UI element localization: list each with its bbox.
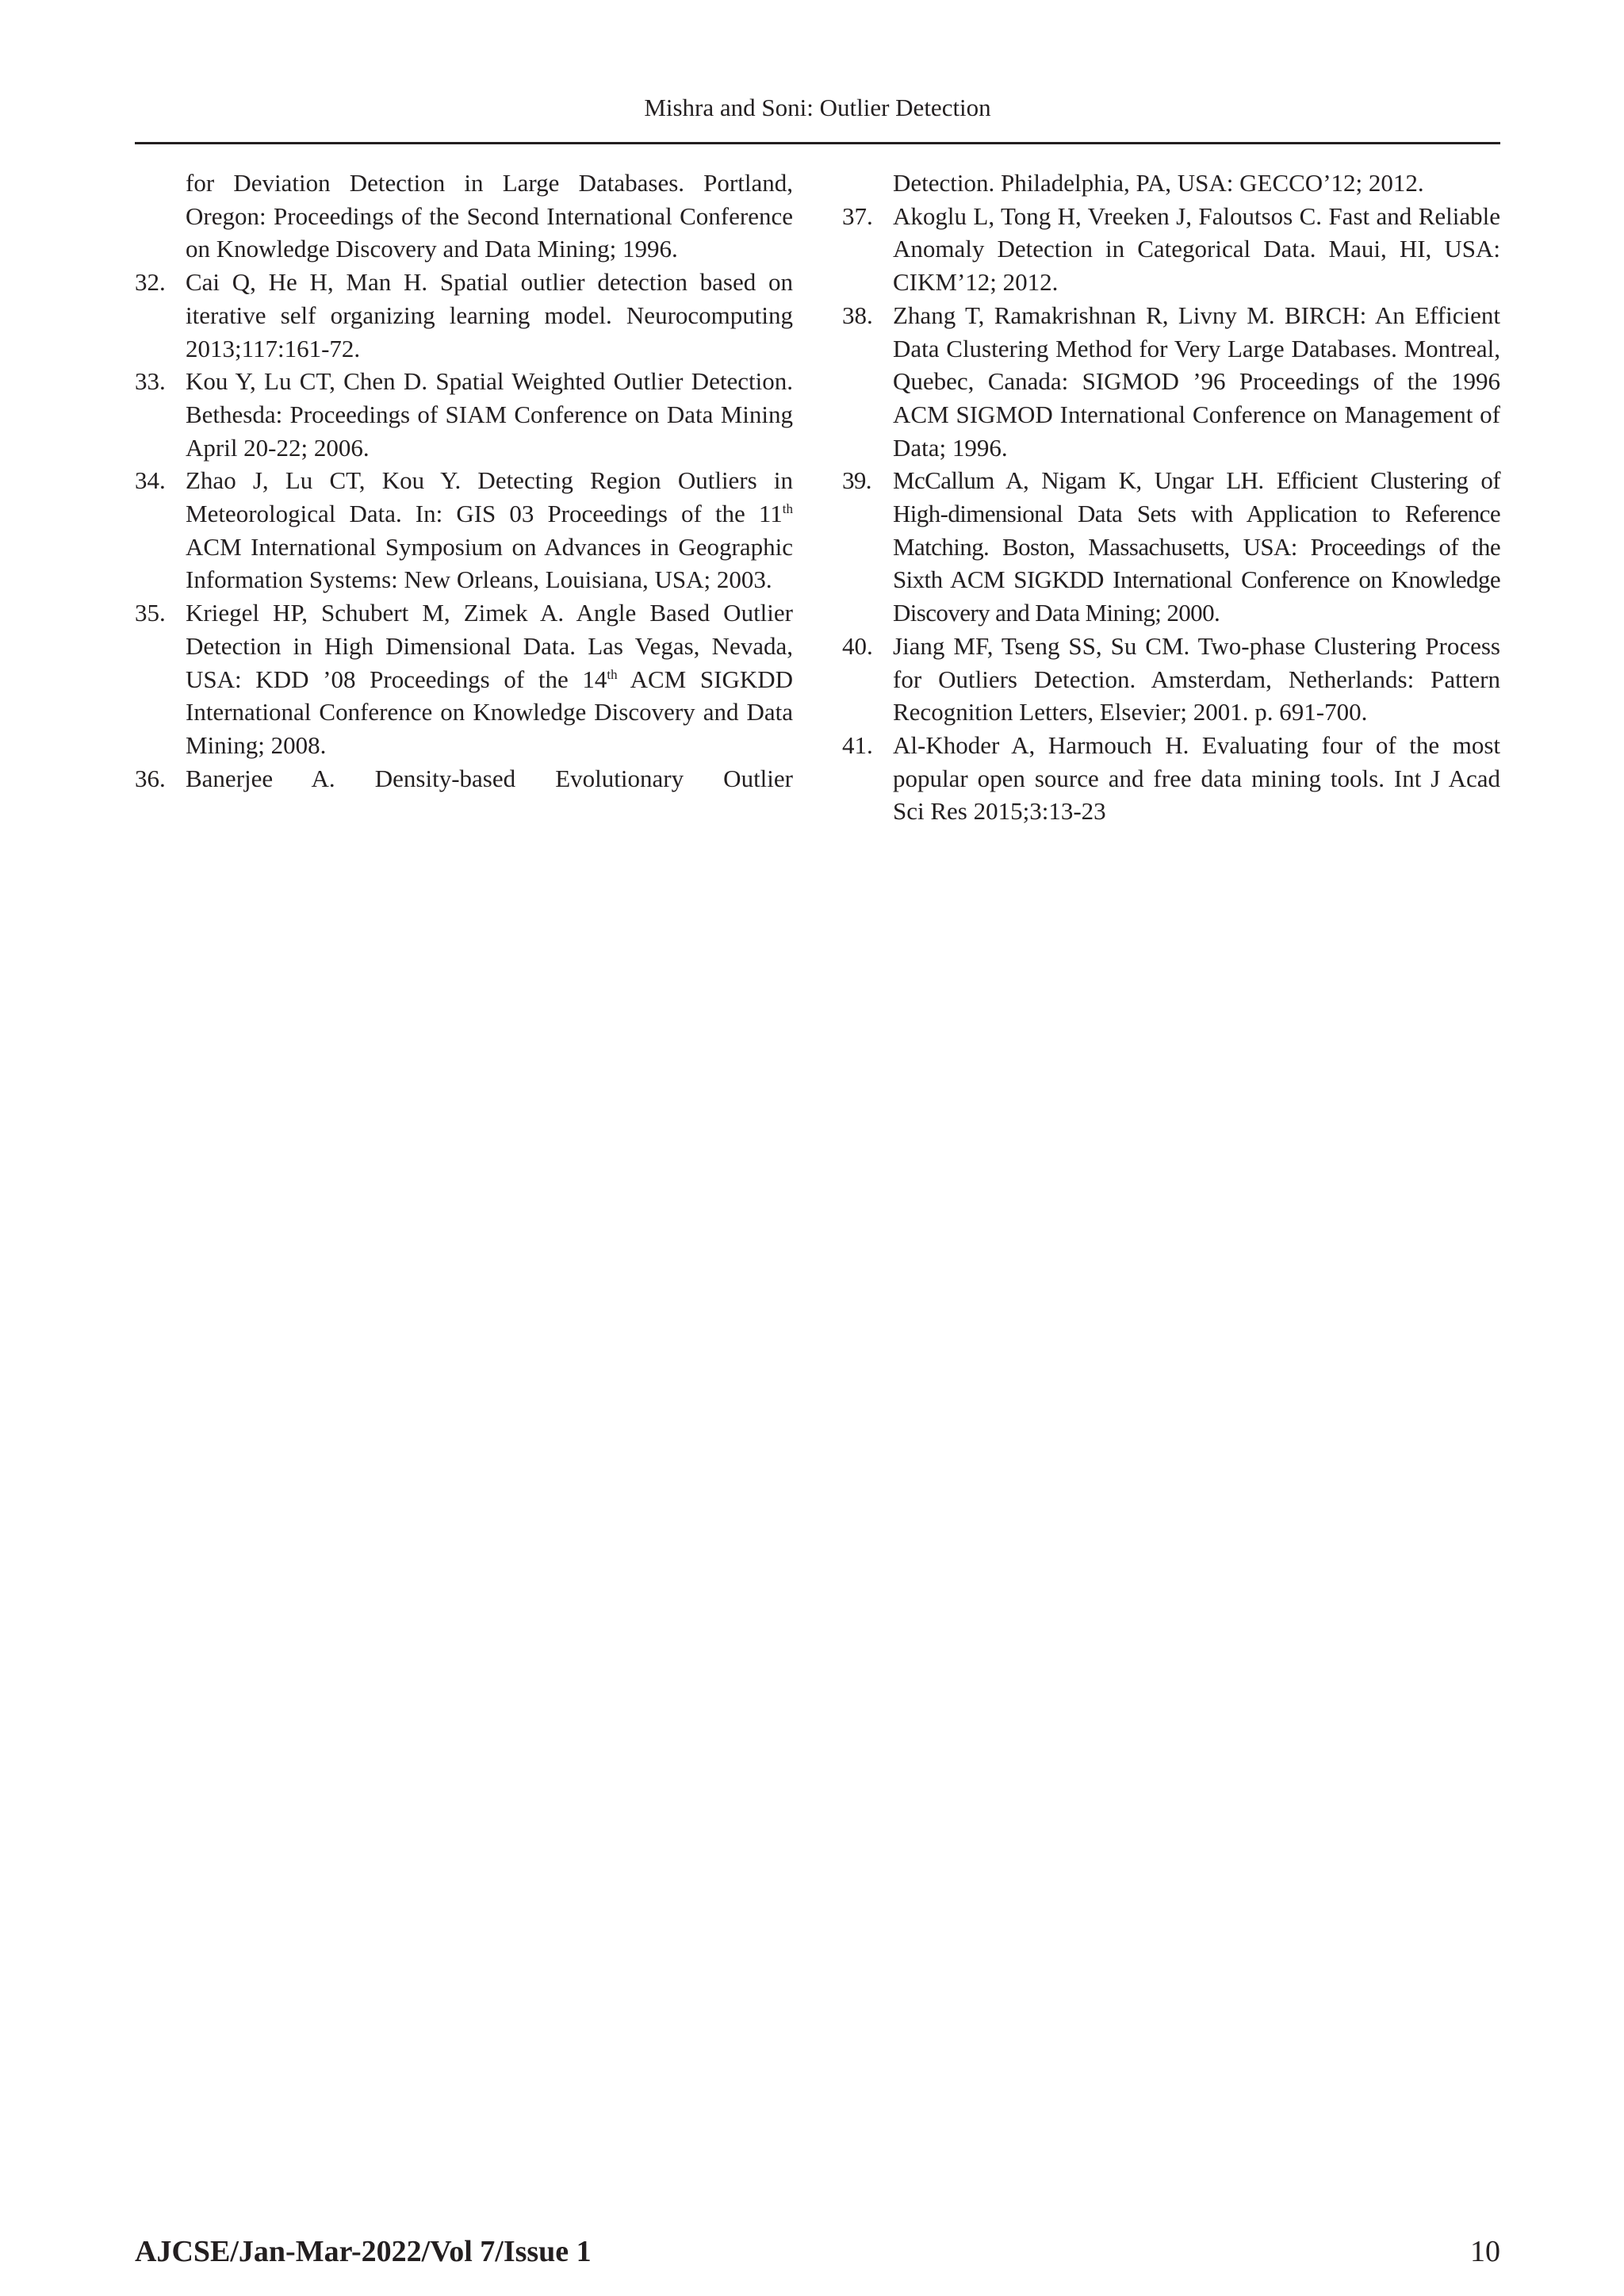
reference-number: 32. (135, 268, 166, 297)
reference-text: Cai Q, He H, Man H. Spatial outlier detection based on iterative self organizing learning model. Neurocomputing 2013;117:161-72. (186, 268, 793, 362)
reference-text: Banerjee A. Density-based Evolutionary Outlier (186, 764, 793, 792)
reference-item (135, 167, 793, 266)
right-column (842, 167, 1500, 828)
running-title: Mishra and Soni: Outlier Detection (644, 94, 991, 121)
reference-number: 35. (135, 599, 166, 627)
reference-number: 34. (135, 466, 166, 495)
reference-item (135, 596, 793, 762)
reference-text: Jiang MF, Tseng SS, Su CM. Two-phase Clustering Process for Outliers Detection. Amsterdam, Netherlands: Pattern Recognition Letters, Elsevier; 2001. p. 691-700. (893, 631, 1500, 726)
reference-list-right (842, 167, 1500, 828)
reference-number: 36. (135, 764, 166, 792)
reference-text: Zhao J, Lu CT, Kou Y. Detecting Region Outliers in Meteorological Data. In: GIS 03 Proceedings of the 11 (186, 466, 793, 528)
reference-text: McCallum A, Nigam K, Ungar LH. Efficient Clustering of High-dimensional Data Sets with Application to Reference Matching. Boston, Massachusetts, USA: Proceedings of the Sixth ACM SIGKDD International Conference on Knowledge Discovery and Data Mining; 2000. (893, 466, 1500, 627)
reference-text: Akoglu L, Tong H, Vreeken J, Faloutsos C. Fast and Reliable Anomaly Detection in Categorical Data. Maui, HI, USA: CIKM’12; 2012. (893, 201, 1500, 297)
reference-text: Detection. Philadelphia, PA, USA: GECCO’12; 2012. (893, 169, 1424, 197)
reference-item (842, 729, 1500, 828)
superscript: th (607, 666, 618, 682)
reference-list-left (135, 167, 793, 795)
reference-number: 39. (842, 466, 871, 495)
reference-item (842, 200, 1500, 299)
superscript: th (782, 501, 793, 517)
reference-text: for Deviation Detection in Large Databases. Portland, Oregon: Proceedings of the Second International Conference on Knowledge Discovery and Data Mining; 1996. (186, 169, 793, 263)
reference-item (135, 365, 793, 464)
reference-item (135, 762, 793, 795)
page-number: 10 (1470, 2235, 1500, 2268)
reference-number: 40. (842, 631, 873, 660)
reference-text: ACM International Symposium on Advances in Geographic Information Systems: New Orleans, Louisiana, USA; 2003. (186, 532, 793, 594)
left-column (135, 167, 793, 795)
reference-item (842, 167, 1500, 200)
reference-text: Zhang T, Ramakrishnan R, Livny M. BIRCH: An Efficient Data Clustering Method for Very Large Databases. Montreal, Quebec, Canada: SIGMOD ’96 Proceedings of the 1996 ACM SIGMOD International Conference on Management of Data; 1996. (893, 301, 1500, 462)
reference-text: Kriegel HP, Schubert M, Zimek A. Angle Based Outlier Detection in High Dimensional Data. Las Vegas, Nevada, USA: KDD ’08 Proceedings of the 14 (186, 599, 793, 693)
reference-text: Al-Khoder A, Harmouch H. Evaluating four of the most popular open source and free data mining tools. Int J Acad Sci Res 2015;3:13-23 (893, 730, 1500, 826)
reference-number: 41. (842, 730, 873, 759)
reference-text: ACM SIGKDD International Conference on Knowledge Discovery and Data Mining; 2008. (186, 665, 794, 759)
header-rule (135, 142, 1500, 144)
reference-item (135, 464, 793, 596)
reference-item (842, 464, 1500, 630)
reference-text: Kou Y, Lu CT, Chen D. Spatial Weighted Outlier Detection. Bethesda: Proceedings of SIAM Conference on Data Mining April 20-22; 2006. (186, 367, 793, 462)
reference-number: 33. (135, 367, 166, 396)
journal-issue-footer: AJCSE/Jan-Mar-2022/Vol 7/Issue 1 (135, 2235, 592, 2268)
reference-item (842, 299, 1500, 465)
reference-number: 38. (842, 301, 873, 329)
reference-item (842, 630, 1500, 729)
reference-number: 37. (842, 201, 873, 230)
reference-item (135, 266, 793, 365)
